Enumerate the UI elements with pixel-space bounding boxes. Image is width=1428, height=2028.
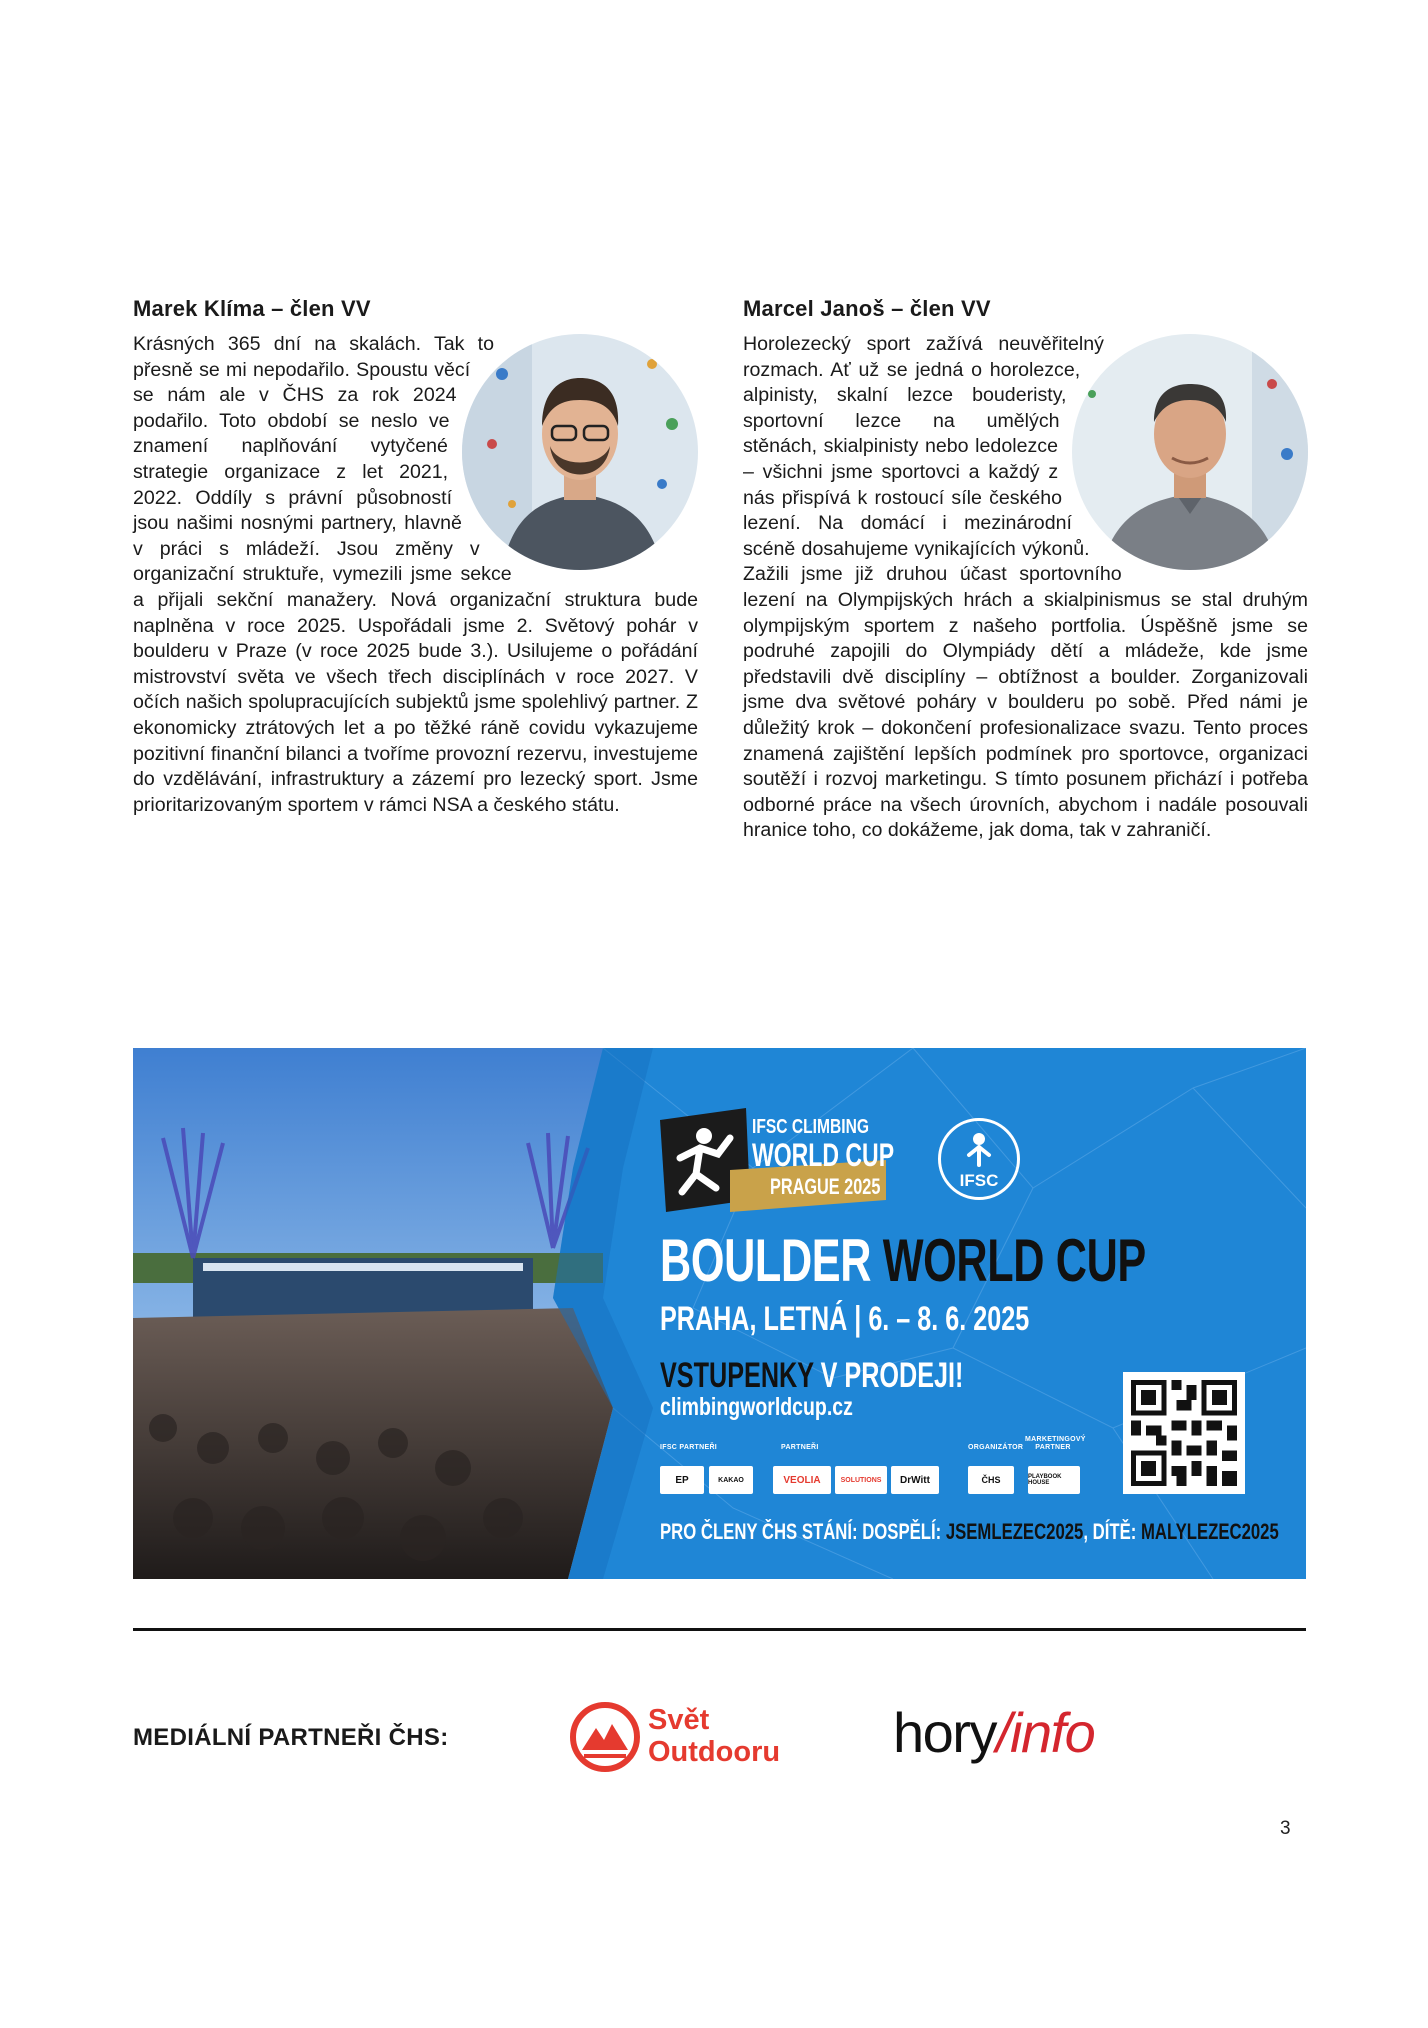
ifsc-climber-icon <box>941 1125 1017 1175</box>
partner-logo-veolia: VEOLIA <box>773 1466 831 1494</box>
headline-dark: WORLD CUP <box>882 1227 1146 1294</box>
code-adult: JSEMLEZEC2025 <box>945 1519 1084 1544</box>
member-heading: Marek Klíma – člen VV <box>133 296 371 321</box>
ifsc-logo-icon <box>938 1118 1020 1200</box>
members-mid: , DÍTĚ: <box>1083 1519 1141 1544</box>
code-child: MALYLEZEC2025 <box>1140 1519 1279 1544</box>
qr-code-icon[interactable] <box>1123 1372 1245 1494</box>
portrait-photo-icon <box>462 334 698 570</box>
board-member-right <box>743 296 1308 844</box>
divider <box>133 1628 1306 1631</box>
hory-info-logo[interactable] <box>893 1698 1123 1778</box>
member-text: Horolezecký sport zažívá neuvěřitelný rozmach. Ať už se jedná o horolezce, alpinisty, skalní lezce bouderisty, sportovní lezce na umělých stěnách, skialpinisty nebo ledolezce – všichni jsme sportovci a každý z nás přispívá k rostoucí síle českého lezení. Na domácí i mezinárodní scéně dosahujeme vynikajících výkonů. Zažili jsme již druhou účast sportovního lezení na Olympijských hrách a skialpinismus se stal druhým olympijským sportem z našeho portfolia. Úspěšně jsme se podruhé zapojili do Olympiády dětí a mládeže, kde jsme představili dvě disciplíny – obtížnost a boulder. Zorganizovali jsme dva světové poháry v boulderu po sobě. Před námi je důležitý krok – dokončení profesionalizace svazu. Tento proces znamená zajištění lepších podmínek pro sportovce, organizaci soutěží i rozvoj marketingu. S tímto posunem přichází i potřeba odborné práce na všech úrovních, abychom i nadále posouvali hranice toho, co dokážeme, jak doma, tak v zahraničí. <box>743 333 1308 842</box>
event-place-date: PRAHA, LETNÁ | 6. – 8. 6. 2025 <box>660 1300 1030 1338</box>
media-partners-label: MEDIÁLNÍ PARTNEŘI ČHS: <box>133 1724 449 1751</box>
svet-outdooru-text <box>648 1704 780 1768</box>
qr-pattern-icon <box>1131 1380 1237 1486</box>
partner-logo-chs: ČHS <box>968 1466 1014 1494</box>
portrait-photo-icon <box>1072 334 1308 570</box>
logo-line-2: WORLD CUP <box>752 1137 895 1173</box>
headline-white: BOULDER <box>660 1227 883 1294</box>
hory-red: /info <box>995 1701 1095 1764</box>
svet-outdooru-logo[interactable] <box>570 1702 830 1774</box>
partners-label: PARTNEŘI <box>781 1444 819 1451</box>
logo-line-1: IFSC CLIMBING <box>752 1116 869 1138</box>
hory-info-text <box>893 1700 1094 1765</box>
website-link[interactable]: climbingworldcup.cz <box>660 1393 853 1421</box>
member-heading: Marcel Janoš – člen VV <box>743 296 991 321</box>
svet-line-2: Outdooru <box>648 1736 781 1768</box>
organizer-label: ORGANIZÁTOR <box>968 1444 1024 1451</box>
tickets-white: V PRODEJI! <box>820 1356 964 1395</box>
page-number: 3 <box>1280 1818 1291 1839</box>
partner-logo-drwitt: DrWitt <box>891 1466 939 1494</box>
marketing-partner-label: MARKETINGOVÝ PARTNER <box>1025 1436 1086 1451</box>
member-text: Krásných 365 dní na skalách. Tak to přesně se mi nepodařilo. Spoustu věcí se nám ale v ČHS za rok 2024 podařilo. Toto období se neslo ve znamení naplňování vytyčené strategie organizace z let 2021, 2022. Oddíly s právní působností jsou našimi nosnými partnery, hlavně v práci s mládeží. Jsou změny v organizační struktuře, vymezili jsme sekce a přijali sekční manažery. Nová organizační struktura bude naplněna v roce 2025. Uspořádali jsme 2. Světový pohár v boulderu v Praze (v roce 2025 bude 3.). Usilujeme o pořádání mistrovství světa ve všech třech disciplínách v roce 2027. V očích našich spolupracujících subjektů jsme spolehlivý partner. Z ekonomicky ztrátových let a po těžké ráně covidu vykazujeme pozitivní finanční bilanci a tvoříme provozní rezervu, investujeme do vzdělávání, infrastruktury a zázemí pro lezecký sport. Jsme prioritarizovaným sportem v rámci NSA a českého státu. <box>133 333 698 816</box>
board-member-left <box>133 296 698 818</box>
banner-headline <box>660 1226 1146 1295</box>
ifsc-badge-text: IFSC <box>959 1171 999 1190</box>
logo-line-3: PRAGUE 2025 <box>770 1174 881 1199</box>
members-prefix: PRO ČLENY ČHS STÁNÍ: DOSPĚLÍ: <box>660 1519 946 1544</box>
portrait-marek <box>462 334 698 570</box>
partner-logo-kakao: KAKAO <box>709 1466 753 1494</box>
hory-dark: hory <box>893 1701 996 1764</box>
mountain-logo-icon <box>570 1702 640 1772</box>
tickets-on-sale <box>660 1356 963 1396</box>
partner-logo-solutions: SOLUTIONS <box>835 1466 887 1494</box>
member-discount-codes <box>660 1519 1279 1545</box>
ifsc-partners-label: IFSC PARTNEŘI <box>660 1444 718 1451</box>
partner-logo-ep: EP <box>660 1466 704 1494</box>
portrait-marcel <box>1072 334 1308 570</box>
world-cup-logo <box>660 1108 895 1226</box>
partner-logo-playbook: PLAYBOOK HOUSE <box>1028 1466 1080 1494</box>
tickets-dark: VSTUPENKY <box>660 1356 821 1395</box>
boulder-world-cup-banner[interactable] <box>133 1048 1306 1579</box>
svet-line-1: Svět <box>648 1704 710 1736</box>
